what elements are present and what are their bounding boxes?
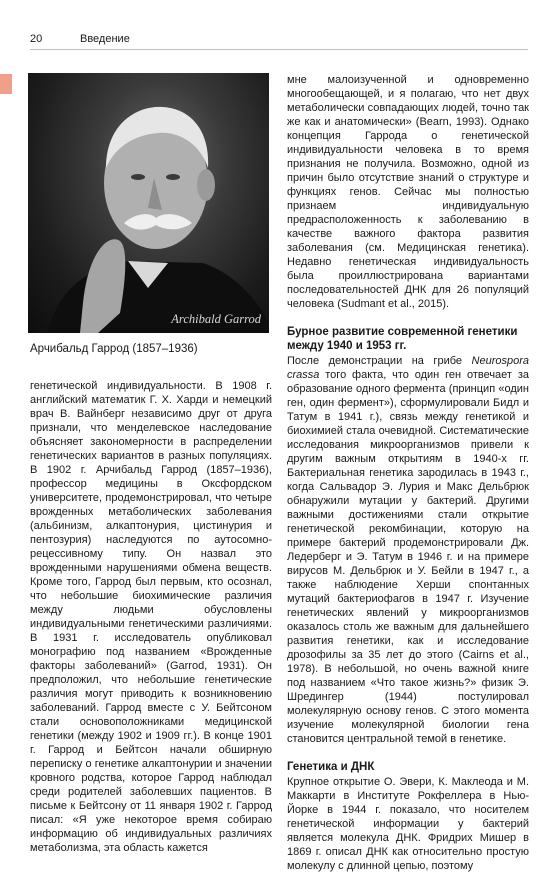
photo-signature: Archibald Garrod (171, 312, 261, 326)
species-name: Neurospora crassa (287, 355, 529, 381)
portrait-figure (28, 73, 269, 333)
modern-genetics-paragraph (287, 354, 529, 746)
section-heading-modern-genetics: Бурное развитие современной генетики между 1940 и 1953 гг. (287, 326, 518, 352)
text-run: того факта, что один ген отвечает за образование одного фермента (принцип «один ген, один фермент»), сформулировали Бидл и Татум в 1941 г.), связь между генетикой и биохимией стала очевидной. Систематические исследования микроорганизмов привели к другим важным открытиям в 1940-х гг. Бактериальная генетика зародилась в 1943 г., когда Сальвадор Э. Лурия и Макс Дельбрюк обнаружили мутации у бактерий. Другими важными достижениями стали открытие генетической рекомбинации, которую на примере бактерий продемонстрировали Дж. Ледерберг и Э. Татум в 1946 г. и на примере вирусов М. Дельбрюк и У. Бейли в 1947 г., а также наблюдение Херши спонтанных мутаций бактериофагов в 1947 г. Изучение генетических явлений у микроорганизмов оказалось столь же важным для дальнейшего развития генетики, как и исследование дрозофилы за 35 лет до этого (Cairns et al., 1978). В небольшой, но очень важной книге под названием «Что такое жизнь?» физик Э. Шредингер (1944) постулировал молекулярную основу генов. С этого момента изучение молекулярной биологии гена становится центральной темой в генетике. (287, 369, 529, 745)
section-heading-genetics-dna: Генетика и ДНК (287, 761, 375, 773)
header-rule (30, 49, 528, 50)
portrait-photo (28, 73, 269, 333)
left-column (30, 379, 272, 855)
photo-caption: Арчибальд Гаррод (1857–1936) (30, 343, 198, 355)
text-run: После демонстрации на грибе (287, 355, 472, 367)
genetics-dna-paragraph: Крупное открытие О. Эвери, К. Маклеода и М. Маккарти в Институте Рокфеллера в Нью-Йорке в 1944 г. показало, что носителем генетической информации у бактерий является молекула ДНК. Фридрих Мишер в 1869 г. описал ДНК как относительно простую молекулу с длинной цепью, поэтому (287, 776, 529, 872)
edge-tab-marker (0, 74, 12, 94)
page-number: 20 (30, 33, 43, 45)
right-column (287, 73, 529, 873)
running-section-title: Введение (80, 33, 130, 45)
intro-paragraph: мне малоизученной и одновременно многообещающей, и я полагаю, что нет двух метаболически совпадающих людей, точно так же как и анатомически» (Bearn, 1993). Однако концепция Гаррода о генетической индивидуальности человека в то время признания не получила. Возможно, одной из причин было отсутствие знаний о структуре и функциях генов. Сейчас мы полностью признаем индивидуальную предрасположенность к заболеванию в качестве важного фактора развития заболевания (см. Медицинская генетика). Недавно генетическая индивидуальность была проиллюстрирована вариантами последовательностей ДНК для 26 популяций человека (Sudmant et al., 2015). (287, 74, 529, 310)
body-paragraph: генетической индивидуальности. В 1908 г. английский математик Г. Х. Харди и немецкий врач В. Вайнберг независимо друг от друга признали, что менделевское наследование объясняет закономерности в распределении генетических вариантов в разных популяциях. В 1902 г. Арчибальд Гаррод (1857–1936), профессор медицины в Оксфордском университете, продемонстрировал, что четыре врожденных метаболических заболевания (альбинизм, алкаптонурия, цистинурия и пентозурия) наследуются по аутосомно-рецессивному типу. Он назвал это врожденными нарушениями обмена веществ. Кроме того, Гаррод был первым, кто осознал, что небольшие биохимические различия между людьми обусловлены индивидуальными генетическими различиями. В 1931 г. исследователь опубликовал монографию под названием «Врожденные факторы заболеваний» (Garrod, 1931). Он предположил, что небольшие генетические различия могут приводить к возникновению заболеваний. Гаррод вместе с У. Бейтсоном стали основоположниками медицинской генетики (между 1902 и 1909 гг.). В конце 1901 г. Гаррод и Бейтсон начали обширную переписку о генетике алкаптонурии и значении кровного родства, которое Гаррод наблюдал среди родителей заболевших пациентов. В письме к Бейтсону от 11 января 1902 г. Гаррод писал: «Я уже некоторое время собираю информацию об индивидуальных различиях метаболизма, эта область кажется (30, 380, 272, 854)
